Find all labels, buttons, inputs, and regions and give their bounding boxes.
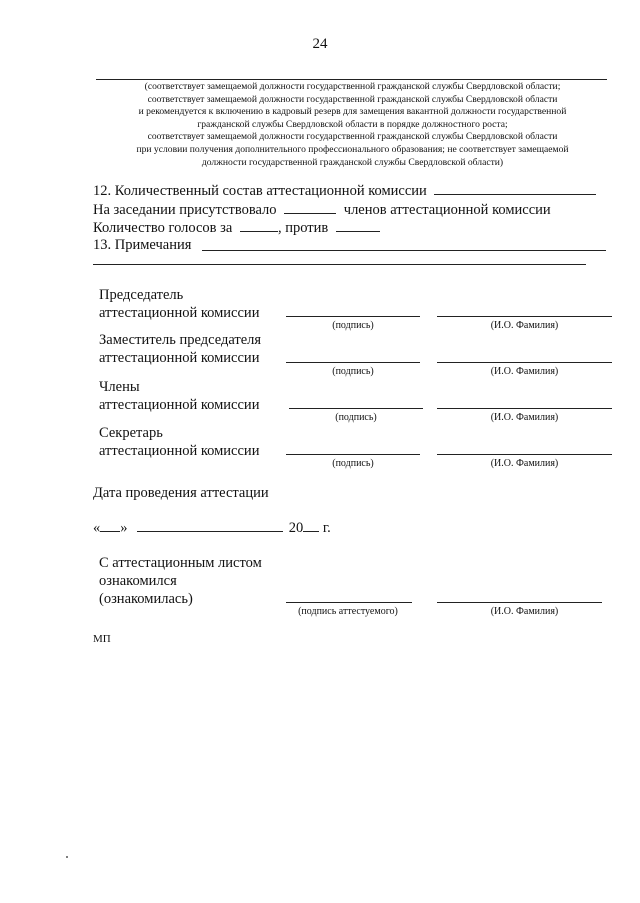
attestee-name-caption: (И.О. Фамилия): [490, 606, 559, 617]
signer-title: Заместитель председателя: [99, 332, 262, 348]
note-line: должности государственной гражданской службы Свердловской области): [201, 156, 504, 168]
chairman-name-line[interactable]: [437, 316, 612, 317]
deputy-chairman-label: [99, 331, 261, 367]
remarks-line: [93, 237, 191, 254]
votes-line: [93, 220, 380, 237]
stamp-place-label: МП: [93, 633, 111, 645]
signature-caption: (подпись): [332, 458, 374, 469]
scan-speck: [66, 856, 68, 858]
deputy-signature-line[interactable]: [286, 362, 420, 363]
chairman-signature-line[interactable]: [286, 316, 420, 317]
remarks-label: 13. Примечания: [93, 237, 192, 253]
votes-against-label: , против: [277, 220, 329, 236]
attestee-signature-caption: (подпись аттестуемого): [298, 606, 398, 617]
note-line: при условии получения дополнительного профессионального образования; не соответствует замещаемой: [136, 143, 569, 155]
acquaintance-label: [99, 554, 262, 608]
secretary-signature-line[interactable]: [286, 454, 420, 455]
name-caption: (И.О. Фамилия): [490, 458, 559, 469]
acquaint-line: С аттестационным листом: [99, 555, 262, 571]
signer-title: Члены: [99, 379, 140, 395]
date-open-quote: «: [93, 520, 101, 536]
commission-size-label: 12. Количественный состав аттестационной комиссии: [93, 183, 427, 199]
assessment-result-note: [100, 81, 605, 169]
members-label: [99, 378, 259, 414]
present-members-line: [93, 202, 551, 219]
page-number: 24: [312, 36, 328, 52]
signature-caption: (подпись): [332, 320, 374, 331]
name-caption: (И.О. Фамилия): [490, 366, 559, 377]
signer-commission: аттестационной комиссии: [99, 397, 260, 413]
signature-caption: (подпись): [332, 366, 374, 377]
note-line: соответствует замещаемой должности государственной гражданской службы Свердловской области: [147, 131, 558, 143]
votes-for-label: Количество голосов за: [93, 220, 233, 236]
remarks-blank-1[interactable]: [202, 250, 606, 251]
note-line: гражданской службы Свердловской области в порядке должностного роста;: [197, 118, 508, 130]
signer-commission: аттестационной комиссии: [99, 443, 260, 459]
name-caption: (И.О. Фамилия): [490, 320, 559, 331]
deputy-name-line[interactable]: [437, 362, 612, 363]
votes-against-blank[interactable]: [336, 230, 380, 232]
present-label: На заседании присутствовало: [93, 202, 277, 218]
attestee-name-line[interactable]: [437, 602, 602, 603]
date-year-prefix: 20: [288, 520, 304, 536]
top-rule: [96, 79, 607, 80]
signer-title: Председатель: [99, 287, 184, 303]
signature-caption: (подпись): [335, 412, 377, 423]
note-line: соответствует замещаемой должности государственной гражданской службы Свердловской области: [147, 93, 558, 105]
date-year-suffix: г.: [322, 520, 331, 536]
votes-for-blank[interactable]: [240, 230, 278, 232]
assessment-date-line: [93, 520, 331, 537]
secretary-name-line[interactable]: [437, 454, 612, 455]
commission-size-blank[interactable]: [434, 193, 596, 195]
signer-title: Секретарь: [99, 425, 163, 441]
note-line: (соответствует замещаемой должности государственной гражданской службы Свердловской области;: [144, 81, 561, 92]
date-month-blank[interactable]: [137, 530, 283, 532]
present-suffix: членов аттестационной комиссии: [343, 202, 551, 218]
attestee-signature-line[interactable]: [286, 602, 412, 603]
acquaint-line: (ознакомилась): [99, 591, 193, 607]
signer-commission: аттестационной комиссии: [99, 305, 260, 321]
commission-size-line: [93, 183, 596, 200]
chairman-label: [99, 286, 259, 322]
secretary-label: [99, 424, 259, 460]
date-close-quote: »: [120, 520, 128, 536]
date-day-blank[interactable]: [100, 530, 120, 532]
name-caption: (И.О. Фамилия): [490, 412, 559, 423]
assessment-date-label: Дата проведения аттестации: [93, 485, 269, 501]
present-count-blank[interactable]: [284, 212, 336, 214]
members-signature-line[interactable]: [289, 408, 423, 409]
date-year-blank[interactable]: [303, 530, 319, 532]
note-line: и рекомендуется к включению в кадровый резерв для замещения вакантной должности государственной: [138, 106, 567, 118]
acquaint-line: ознакомился: [99, 573, 177, 589]
signer-commission: аттестационной комиссии: [99, 350, 260, 366]
members-name-line[interactable]: [437, 408, 612, 409]
remarks-blank-2[interactable]: [93, 264, 586, 265]
